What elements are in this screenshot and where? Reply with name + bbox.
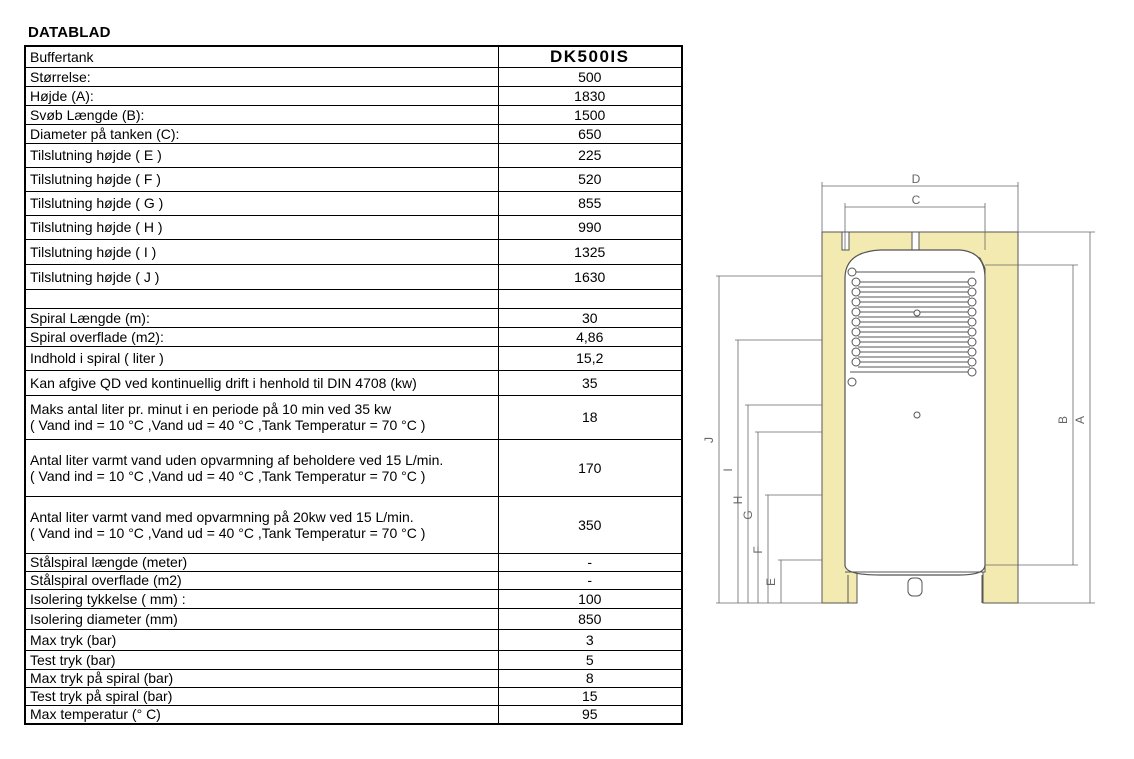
dim-label-e: E xyxy=(764,577,778,587)
row-label: Isolering tykkelse ( mm) : xyxy=(25,589,498,608)
dim-label-c: C xyxy=(911,193,921,207)
row-value: 95 xyxy=(498,705,682,724)
row-value: 170 xyxy=(498,439,682,496)
row-value: 4,86 xyxy=(498,327,682,346)
table-row xyxy=(25,669,682,687)
row-value: 18 xyxy=(498,395,682,439)
row-label: Stålspiral overflade (m2) xyxy=(25,571,498,589)
table-row xyxy=(25,167,682,191)
table-row xyxy=(25,589,682,608)
product-model: DK500IS xyxy=(498,46,682,67)
row-value: 850 xyxy=(498,608,682,629)
table-row xyxy=(25,86,682,105)
table-row xyxy=(25,553,682,571)
row-value: 1325 xyxy=(498,239,682,264)
row-value: 30 xyxy=(498,308,682,327)
row-value: 100 xyxy=(498,589,682,608)
row-label: Test tryk (bar) xyxy=(25,650,498,669)
row-label-sub: ( Vand ind = 10 °C ,Vand ud = 40 °C ,Tank Temperatur = 70 °C ) xyxy=(30,524,426,541)
table-row xyxy=(25,650,682,669)
sensor-port-lower xyxy=(914,412,920,418)
row-label: Indhold i spiral ( liter ) xyxy=(25,346,498,370)
row-label-main: Maks antal liter pr. minut i en periode på 10 min ved 35 kw xyxy=(30,401,392,417)
table-row xyxy=(25,370,682,395)
row-value: 990 xyxy=(498,215,682,239)
row-label: Svøb Længde (B): xyxy=(25,105,498,124)
table-row xyxy=(25,143,682,167)
table-row xyxy=(25,439,682,496)
row-label: Test tryk på spiral (bar) xyxy=(25,687,498,705)
row-value: 1500 xyxy=(498,105,682,124)
row-value: 8 xyxy=(498,669,682,687)
table-row xyxy=(25,308,682,327)
row-value: 225 xyxy=(498,143,682,167)
dim-label-b: B xyxy=(1056,415,1070,425)
table-row xyxy=(25,346,682,370)
row-label: Tilslutning højde ( E ) xyxy=(25,143,498,167)
top-port-left xyxy=(842,232,849,250)
row-value: 5 xyxy=(498,650,682,669)
table-row xyxy=(25,105,682,124)
row-label-main: Antal liter varmt vand med opvarmning på 20kw ved 15 L/min. xyxy=(30,508,414,525)
row-value: 15,2 xyxy=(498,346,682,370)
table-row xyxy=(25,395,682,439)
table-header-row xyxy=(25,46,682,67)
table-row xyxy=(25,124,682,143)
row-value: 350 xyxy=(498,496,682,553)
row-value: 3 xyxy=(498,629,682,650)
row-label: Max tryk (bar) xyxy=(25,629,498,650)
dim-label-g: G xyxy=(741,510,755,520)
row-label xyxy=(25,439,498,496)
row-label: Højde (A): xyxy=(25,86,498,105)
row-value: 500 xyxy=(498,67,682,86)
table-row xyxy=(25,327,682,346)
tank-diagram xyxy=(700,168,1110,618)
row-value: - xyxy=(498,571,682,589)
dim-label-d: D xyxy=(911,172,921,186)
table-row xyxy=(25,629,682,650)
row-label xyxy=(25,496,498,553)
row-label-sub: ( Vand ind = 10 °C ,Vand ud = 40 °C ,Tank Temperatur = 70 °C ) xyxy=(30,467,426,484)
dim-label-f: F xyxy=(751,546,765,554)
row-label-main: Antal liter varmt vand uden opvarmning af beholdere ved 15 L/min. xyxy=(30,451,444,468)
table-row xyxy=(25,496,682,553)
row-label: Kan afgive QD ved kontinuellig drift i henhold til DIN 4708 (kw) xyxy=(25,370,498,395)
row-value: 650 xyxy=(498,124,682,143)
table-row xyxy=(25,67,682,86)
row-value xyxy=(498,289,682,308)
row-label-sub: ( Vand ind = 10 °C ,Vand ud = 40 °C ,Tank Temperatur = 70 °C ) xyxy=(30,417,426,433)
table-row xyxy=(25,239,682,264)
row-label: Tilslutning højde ( I ) xyxy=(25,239,498,264)
row-label: Tilslutning højde ( H ) xyxy=(25,215,498,239)
table-row xyxy=(25,191,682,215)
table-row xyxy=(25,687,682,705)
drain-port xyxy=(908,578,922,596)
row-label: Stålspiral længde (meter) xyxy=(25,553,498,571)
row-label: Tilslutning højde ( F ) xyxy=(25,167,498,191)
row-label: Størrelse: xyxy=(25,67,498,86)
row-value: 35 xyxy=(498,370,682,395)
row-value: 1630 xyxy=(498,264,682,289)
heating-coil xyxy=(850,272,975,372)
row-label: Diameter på tanken (C): xyxy=(25,124,498,143)
table-row xyxy=(25,571,682,589)
dim-label-a: A xyxy=(1073,415,1087,425)
table-row xyxy=(25,215,682,239)
row-label: Tilslutning højde ( J ) xyxy=(25,264,498,289)
table-row xyxy=(25,608,682,629)
sensor-port-upper xyxy=(914,310,920,316)
row-value: 15 xyxy=(498,687,682,705)
row-label xyxy=(25,395,498,439)
document-title: DATABLAD xyxy=(28,24,111,41)
row-value: 1830 xyxy=(498,86,682,105)
row-label: Max temperatur (° C) xyxy=(25,705,498,724)
product-label: Buffertank xyxy=(25,46,498,67)
row-label: Spiral overflade (m2): xyxy=(25,327,498,346)
spec-table xyxy=(24,45,683,725)
row-value: - xyxy=(498,553,682,571)
row-value: 520 xyxy=(498,167,682,191)
row-label: Tilslutning højde ( G ) xyxy=(25,191,498,215)
table-row xyxy=(25,264,682,289)
dim-label-j: J xyxy=(702,437,716,443)
row-label: Spiral Længde (m): xyxy=(25,308,498,327)
table-row xyxy=(25,705,682,724)
row-value: 855 xyxy=(498,191,682,215)
top-port-right xyxy=(912,232,919,250)
table-row-blank xyxy=(25,289,682,308)
row-label xyxy=(25,289,498,308)
row-label: Max tryk på spiral (bar) xyxy=(25,669,498,687)
dim-label-h: H xyxy=(731,495,745,505)
row-label: Isolering diameter (mm) xyxy=(25,608,498,629)
dim-label-i: I xyxy=(721,468,735,472)
